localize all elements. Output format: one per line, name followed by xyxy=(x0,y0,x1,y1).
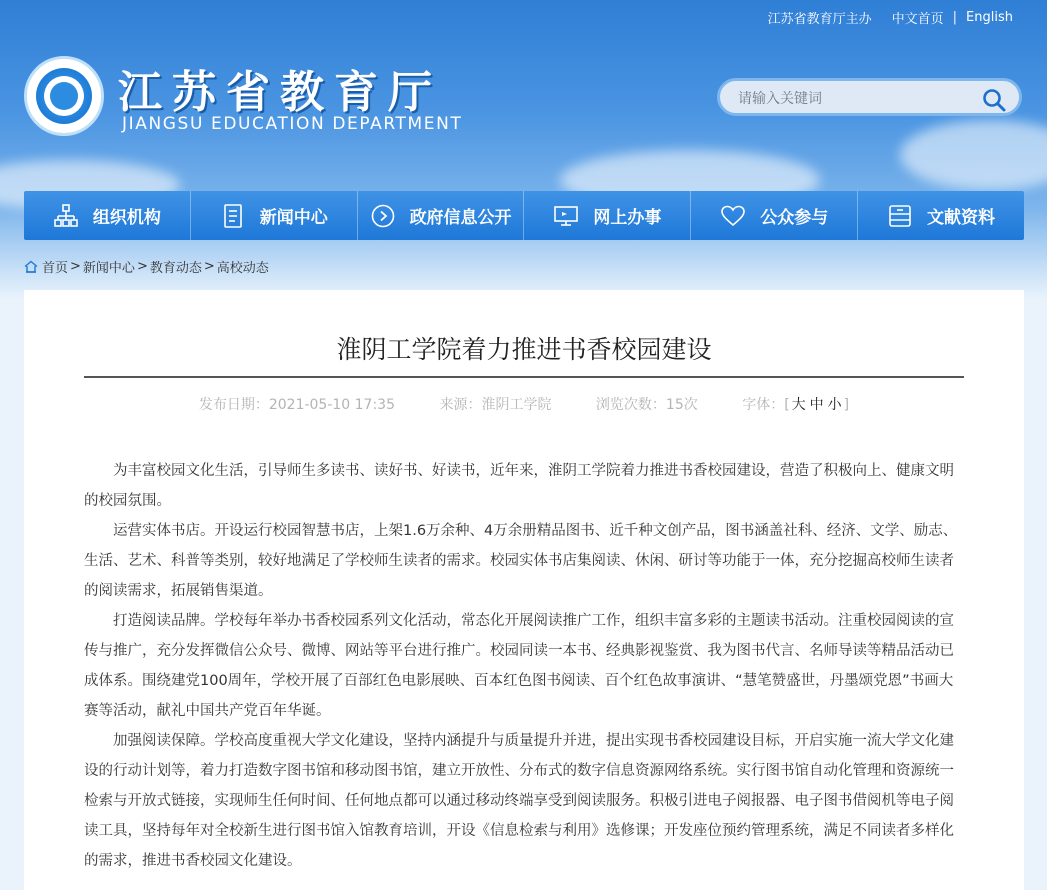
document-icon xyxy=(220,203,246,229)
nav-item-public-participation[interactable] xyxy=(691,191,858,240)
nav-label: 政府信息公开 xyxy=(409,208,512,228)
top-links xyxy=(768,8,1013,27)
nav-item-gov-info[interactable] xyxy=(358,191,525,240)
nav-item-news[interactable] xyxy=(191,191,358,240)
article-body xyxy=(84,456,958,876)
site-title: 江苏省教育厅 xyxy=(118,67,442,118)
nav-item-organization[interactable] xyxy=(24,191,191,240)
nav-label: 网上办事 xyxy=(593,208,662,228)
article-paragraph: 加强阅读保障。学校高度重视大学文化建设，坚持内涵提升与质量提升并进，提出实现书香校园建设目标，开启实施一流大学文化建设的行动计划等，着力打造数字图书馆和移动图书馆，建立开放性、分布式的数字信息资源网络系统。实行图书馆自动化管理和资源统一检索与开放式链接，实现师生任何时间、任何地点都可以通过移动终端享受到阅读服务。积极引进电子阅报器、电子图书借阅机等电子阅读工具，坚持每年对全校新生进行图书馆入馆教育培训，开设《信息检索与利用》选修课；开发座位预约管理系统，满足不同读者多样化的需求，推进书香校园文化建设。 xyxy=(84,733,954,869)
nav-item-online-service[interactable] xyxy=(524,191,691,240)
font-small-button[interactable]: 小 xyxy=(827,397,842,413)
nav-label: 组织机构 xyxy=(92,208,161,228)
font-large-button[interactable]: 大 xyxy=(791,397,806,413)
chinese-home-link[interactable]: 中文首页 xyxy=(891,12,944,27)
nav-label: 文献资料 xyxy=(927,208,996,228)
breadcrumb-home[interactable]: 首页 xyxy=(42,261,69,276)
breadcrumb xyxy=(24,257,269,276)
view-count: 浏览次数：15次 xyxy=(595,397,698,413)
header-banner xyxy=(0,0,1047,300)
breadcrumb-separator: > xyxy=(136,259,148,274)
monitor-icon xyxy=(553,203,579,229)
archive-icon xyxy=(887,203,913,229)
cloud-decoration xyxy=(900,120,1047,190)
article-meta xyxy=(24,394,1024,414)
font-size-close: ] xyxy=(843,397,850,413)
publish-date: 发布日期：2021-05-10 17:35 xyxy=(198,397,396,413)
home-icon xyxy=(24,260,38,273)
nav-label: 公众参与 xyxy=(760,208,829,228)
article-panel xyxy=(24,290,1024,890)
font-medium-button[interactable]: 中 xyxy=(809,397,824,413)
article-paragraph: 运营实体书店。开设运行校园智慧书店，上架1.6万余种、4万余册精品图书、近千种文创产品，图书涵盖社科、经济、文学、励志、生活、艺术、科普等类别，较好地满足了学校师生读者的需求。校园实体书店集阅读、休闲、研讨等功能于一体，充分挖掘高校师生读者的阅读需求，拓展销售渠道。 xyxy=(84,523,958,599)
logo-emblem-icon xyxy=(50,82,78,110)
font-size-label: 字体：[ xyxy=(742,397,790,413)
article-title: 淮阴工学院着力推进书香校园建设 xyxy=(336,335,712,364)
breadcrumb-separator: > xyxy=(203,259,215,274)
breadcrumb-news-center[interactable]: 新闻中心 xyxy=(82,261,135,276)
divider: | xyxy=(952,10,958,25)
search-icon[interactable] xyxy=(981,87,1007,113)
search-input[interactable] xyxy=(736,87,980,111)
site-logo[interactable] xyxy=(24,56,104,136)
nav-item-documents[interactable] xyxy=(858,191,1024,240)
search-box xyxy=(717,78,1022,116)
heart-icon xyxy=(720,203,746,229)
article-source: 来源：淮阴工学院 xyxy=(439,397,552,413)
breadcrumb-edu-news[interactable]: 教育动态 xyxy=(149,261,202,276)
breadcrumb-university-news[interactable]: 高校动态 xyxy=(216,261,269,276)
article-paragraph: 为丰富校园文化生活，引导师生多读书、读好书、好读书，近年来，淮阴工学院着力推进书香校园建设，营造了积极向上、健康文明的校园氛围。 xyxy=(84,463,954,509)
title-divider xyxy=(84,376,964,378)
article-paragraph: 打造阅读品牌。学校每年举办书香校园系列文化活动，常态化开展阅读推广工作，组织丰富多彩的主题读书活动。注重校园阅读的宣传与推广，充分发挥微信公众号、微博、网站等平台进行推广。校园同读一本书、经典影视鉴赏、我为图书代言、名师导读等精品活动已成体系。围绕建党100周年，学校开展了百部红色电影展映、百本红色图书阅读、百个红色故事演讲、“慧笔赞盛世，丹墨颂党恩”书画大赛等活动，献礼中国共产党百年华诞。 xyxy=(84,613,954,719)
org-chart-icon xyxy=(53,203,79,229)
play-circle-icon xyxy=(370,203,396,229)
nav-label: 新闻中心 xyxy=(259,208,328,228)
breadcrumb-separator: > xyxy=(70,259,81,274)
host-text: 江苏省教育厅主办 xyxy=(767,12,872,27)
main-nav xyxy=(24,191,1024,240)
site-subtitle: JIANGSU EDUCATION DEPARTMENT xyxy=(122,114,463,134)
english-link[interactable]: English xyxy=(966,10,1013,25)
font-size-switcher xyxy=(742,397,849,413)
